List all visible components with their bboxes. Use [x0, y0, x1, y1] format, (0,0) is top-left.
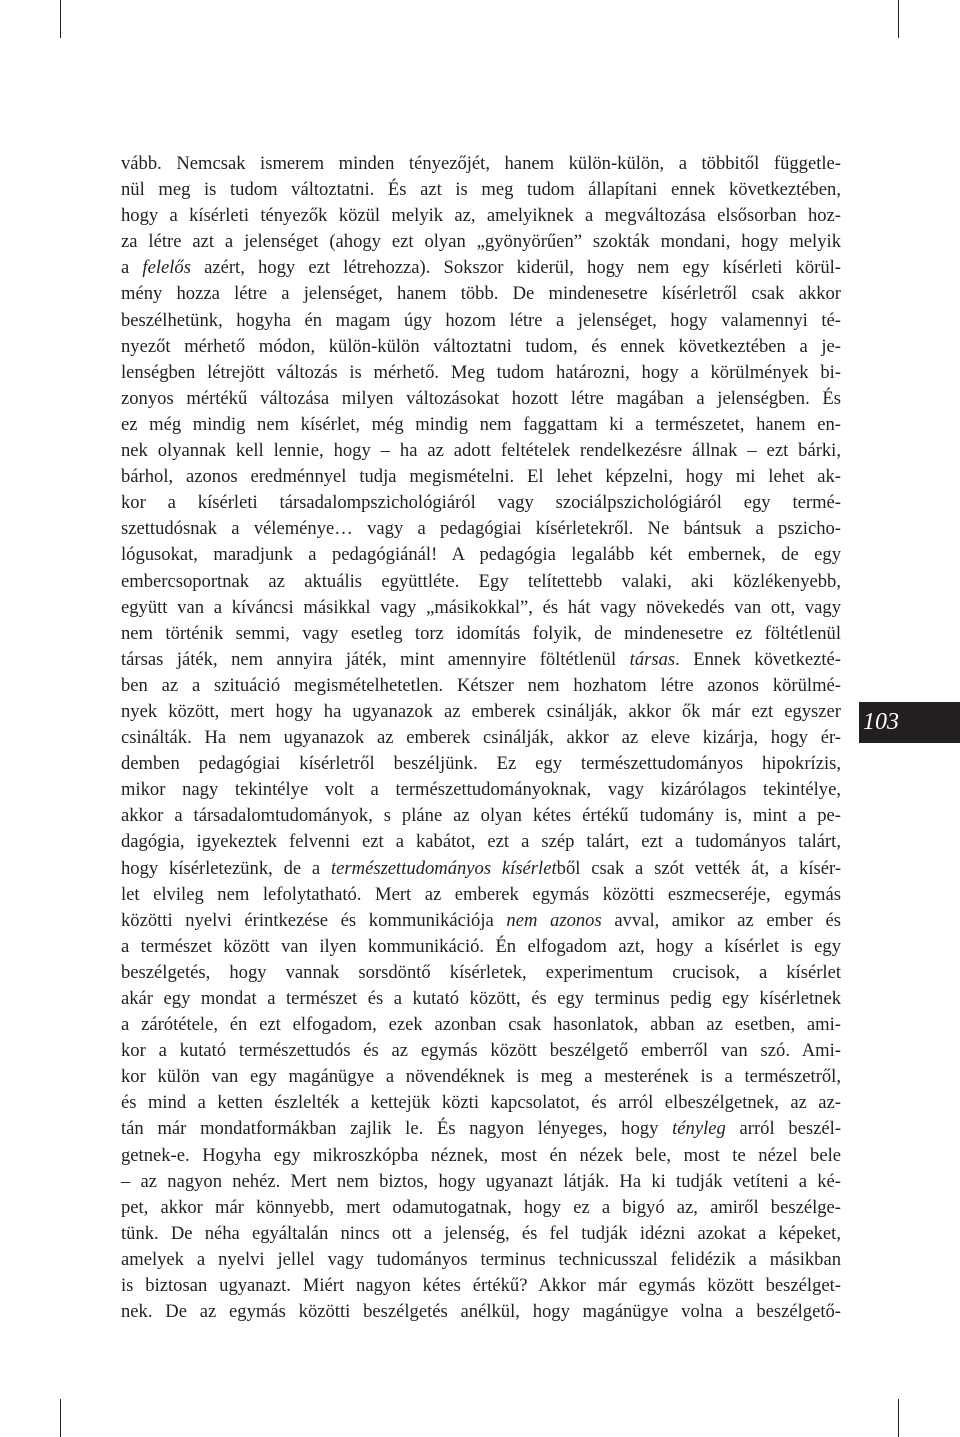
text-line: – az nagyon nehéz. Mert nem biztos, hogy ugyanazt látják. Ha ki tudják vetíteni a ké-	[121, 1170, 841, 1192]
text-segment: a	[121, 257, 143, 279]
text-line: lógusokat, maradjunk a pedagógiánál! A pedagógia legalább két embernek, de egy	[121, 544, 841, 566]
text-line: nem történik semmi, vagy esetleg torz idomítás folyik, de mindenesetre ez föltétlenül	[121, 622, 841, 644]
text-line: csinálták. Ha nem ugyanazok az emberek csinálják, akkor az eleve kizárja, hogy ér-	[121, 727, 841, 749]
text-segment: társas játék, nem annyira játék, mint amennyire föltétlenül	[121, 648, 630, 670]
text-segment: ből csak a szót vették át, a kísér-	[556, 857, 842, 879]
page-number: 103	[863, 709, 899, 735]
text-line: embercsoportnak az aktuális együttléte. Egy telítettebb valaki, aki közlékenyebb,	[121, 570, 841, 592]
text-line: tünk. De néha egyáltalán nincs ott a jelenség, és fel tudják idézni azokat a képeket,	[121, 1222, 841, 1244]
text-line: nek. De az egymás közötti beszélgetés anélkül, hogy magánügye volna a beszélgető-	[121, 1301, 841, 1323]
emphasis: társas	[629, 648, 676, 670]
text-segment: . Ennek következté-	[675, 648, 841, 670]
text-line: nyezőt mérhető módon, külön-külön változtatni tudom, és ennek következtében a je-	[121, 335, 841, 357]
text-line: kor külön van egy magánügye a növendéknek is meg a mesterének is a természetről,	[121, 1066, 841, 1088]
text-line: hogy a kísérleti tényezők közül melyik az, amelyiknek a megváltozása elsősorban hoz-	[121, 205, 841, 227]
text-line: és mind a ketten észlelték a kettejük közti kapcsolatot, és arról elbeszélgetnek, az az-	[121, 1092, 841, 1114]
text-line: együtt van a kíváncsi másikkal vagy „másikokkal”, és hát vagy növekedés van ott, vagy	[121, 596, 841, 618]
text-line	[121, 255, 841, 281]
text-segment: azért, hogy ezt létrehozza). Sokszor kiderül, hogy nem egy kísérleti körül-	[190, 257, 841, 279]
text-line: dagógia, igyekeztek felvenni ezt a kabátot, ezt a szép talárt, ezt a tudományos talárt,	[121, 831, 841, 853]
text-line: lenségben létrejött változás is mérhető. Meg tudom határozni, hogy a körülmények bi-	[121, 361, 841, 383]
text-line: bárhol, azonos eredménnyel tudja megismételni. El lehet képzelni, hogy mi lehet ak-	[121, 466, 841, 488]
emphasis: felelős	[142, 257, 191, 279]
text-line: nül meg is tudom változtatni. És azt is meg tudom állapítani ennek következtében,	[121, 179, 841, 201]
crop-mark-top-left	[60, 0, 61, 38]
text-segment: hogy kísérletezünk, de a	[121, 857, 331, 879]
text-line: kor a kísérleti társadalompszichológiáról vagy szociálpszichológiáról egy termé-	[121, 492, 841, 514]
text-line: ben az a szituáció megismételhetetlen. Kétszer nem hozhatom létre azonos körülmé-	[121, 674, 841, 696]
text-line	[121, 856, 841, 882]
text-line: kor a kutató természettudós és az egymás között beszélgető emberről van szó. Ami-	[121, 1040, 841, 1062]
emphasis: nem azonos	[506, 909, 602, 931]
text-line: ez még mindig nem kísérlet, még mindig nem faggattam ki a természetet, hanem en-	[121, 413, 841, 435]
emphasis: tényleg	[672, 1118, 726, 1140]
text-line: a zárótétele, én ezt elfogadom, ezek azonban csak hasonlatok, abban az esetben, ami-	[121, 1014, 841, 1036]
text-segment: arról beszél-	[725, 1118, 842, 1140]
text-segment: közötti nyelvi érintkezése és kommunikációja	[121, 909, 507, 931]
text-line	[121, 647, 841, 673]
crop-mark-top-right	[898, 0, 899, 38]
text-line: getnek-e. Hogyha egy mikroszkópba néznek, most én nézek bele, most te nézel bele	[121, 1144, 841, 1166]
text-line: za létre azt a jelenséget (ahogy ezt olyan „gyönyörűen” szokták mondani, hogy melyik	[121, 231, 841, 253]
page-number-tab	[859, 702, 960, 743]
text-line: akkor a társadalomtudományok, s pláne az olyan kétes értékű tudomány is, mint a pe-	[121, 805, 841, 827]
text-line: demben pedagógiai kísérletről beszéljünk. Ez egy természettudományos hipokrízis,	[121, 753, 841, 775]
text-line	[121, 1116, 841, 1142]
text-line: is biztosan ugyanazt. Miért nagyon kétes értékű? Akkor már egymás között beszélget-	[121, 1275, 841, 1297]
text-line: amelyek a nyelvi jellel vagy tudományos terminus technicusszal felidézik a másikban	[121, 1248, 841, 1270]
text-line: let elvileg nem lefolytatható. Mert az emberek egymás közötti eszmecseréje, egymás	[121, 883, 841, 905]
text-segment: tán már mondatformákban zajlik le. És nagyon lényeges, hogy	[121, 1118, 673, 1140]
text-line: nyek között, mert hogy ha ugyanazok az emberek csinálják, akkor ők már ezt egyszer	[121, 700, 841, 722]
text-line: mikor nagy tekintélye volt a természettudományoknak, vagy kizárólagos tekintélye,	[121, 779, 841, 801]
text-segment: avval, amikor az ember és	[601, 909, 841, 931]
text-line: vább. Nemcsak ismerem minden tényezőjét, hanem külön-külön, a többitől függetle-	[121, 153, 841, 174]
crop-mark-bottom-left	[60, 1399, 61, 1437]
text-line: beszélgetés, hogy vannak sorsdöntő kísérletek, experimentum crucisok, a kísérlet	[121, 961, 841, 983]
text-line: pet, akkor már könnyebb, mert odamutogatnak, hogy ez a bigyó az, amiről beszélge-	[121, 1196, 841, 1218]
text-line: akár egy mondat a természet és a kutató között, és egy terminus pedig egy kísérletnek	[121, 988, 841, 1009]
emphasis: természettudományos kísérlet	[331, 857, 557, 879]
text-line: a természet között van ilyen kommunikáció. Én elfogadom azt, hogy a kísérlet is egy	[121, 935, 841, 957]
text-line	[121, 908, 841, 934]
text-line: zonyos mértékű változása milyen változásokat hozott létre magában a jelenségben. És	[121, 387, 841, 409]
text-line: szettudósnak a véleménye… vagy a pedagógiai kísérletekről. Ne bántsuk a pszicho-	[121, 518, 841, 540]
body-text	[121, 151, 841, 1325]
text-line: nek olyannak kell lennie, hogy – ha az adott feltételek rendelkezésre állnak – ezt bárki,	[121, 440, 841, 462]
crop-mark-bottom-right	[898, 1399, 899, 1437]
text-line: mény hozza létre a jelenséget, hanem több. De mindenesetre kísérletről csak akkor	[121, 283, 841, 305]
text-line: beszélhetünk, hogyha én magam úgy hozom létre a jelenséget, hogy valamennyi té-	[121, 309, 841, 331]
